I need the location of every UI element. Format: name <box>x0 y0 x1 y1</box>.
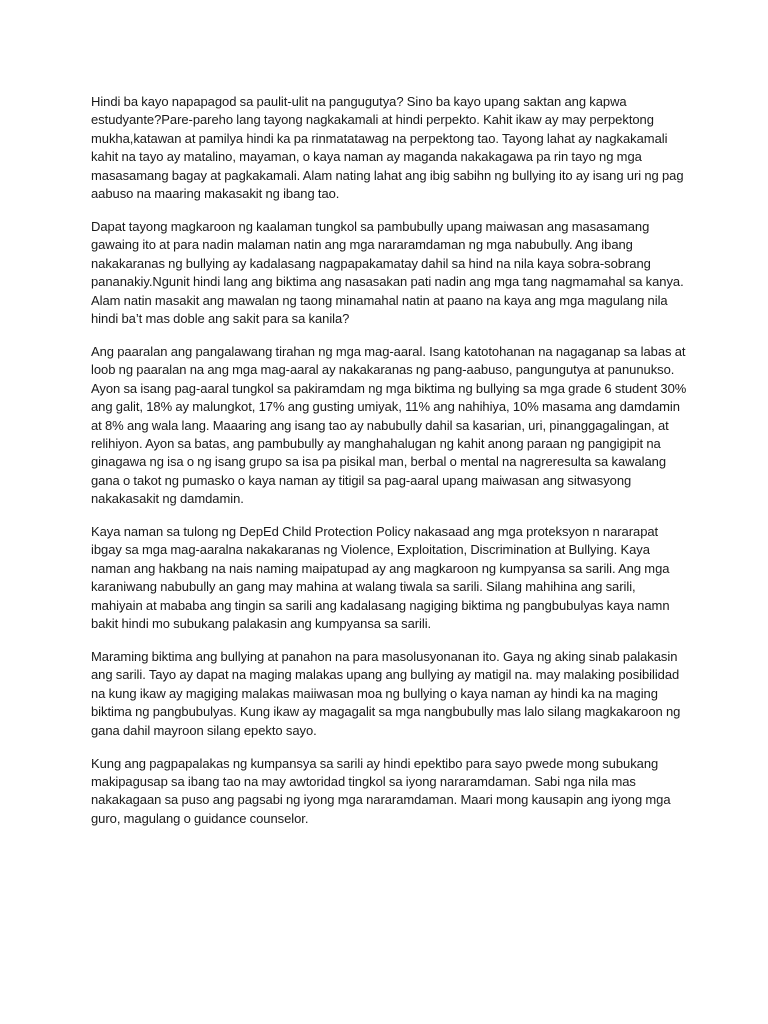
paragraph-2: Dapat tayong magkaroon ng kaalaman tungkol sa pambubully upang maiwasan ang masasamang gawaing ito at para nadin malaman natin ang mga nararamdaman ng mga nabubully. Ang ibang nakakaranas ng bullying ay kadalasang nagpapakamatay dahil sa hind na nila kaya sobra-sobrang pananakiy.Ngunit hindi lang ang biktima ang nasasakan pati nadin ang mga tang nagmamahal sa kanya. Alam natin masakit ang mawalan ng taong minamahal natin at paano na kaya ang mga magulang nila hindi ba’t mas doble ang sakit para sa kanila? <box>91 218 684 326</box>
paragraph-4: Kaya naman sa tulong ng DepEd Child Protection Policy nakasaad ang mga proteksyon n nararapat ibgay sa mga mag-aaralna nakakaranas ng Violence, Exploitation, Discrimination at Bullying. Kaya naman ang hakbang na nais naming maipatupad ay ang magkaroon ng kumpyansa sa sarili. Ang mga karaniwang nabubully an gang may mahina at walang tiwala sa sarili. Silang mahihina ang sarili, mahiyain at mababa ang tingin sa sarili ang kadalasang nagiging biktima ng pangbubulyas kaya namn bakit hindi mo subukang palakasin ang kumpyansa sa sarili. <box>91 524 670 632</box>
paragraph-1: Hindi ba kayo napapagod sa paulit-ulit na pangugutya? Sino ba kayo upang saktan ang kapwa estudyante?Pare-pareho lang tayong nagkakamali at hindi perpekto. Kahit ikaw ay may perpektong mukha,katawan at pamilya hindi ka pa rinmatatawag na perpektong tao. Tayong lahat ay nagkakamali kahit na tayo ay matalino, mayaman, o kaya naman ay maganda nakakagawa pa rin tayo ng mga masasamang bagay at pagkakamali. Alam nating lahat ang ibig sabihn ng bullying ito ay isang uri ng pag aabuso na maaring makasakit ng ibang tao. <box>91 94 684 202</box>
document-body <box>91 93 688 843</box>
paragraph-3: Ang paaralan ang pangalawang tirahan ng mga mag-aaral. Isang katotohanan na nagaganap sa labas at loob ng paaralan na ang mga mag-aaral ay nakakaranas ng pang-aabuso, pangungutya at panunukso. Ayon sa isang pag-aaral tungkol sa pakiramdam ng mga biktima ng bullying sa mga grade 6 student 30% ang galit, 18% ay malungkot, 17% ang gusting umiyak, 11% ang nahihiya, 10% masama ang damdamin at 8% ang wala lang. Maaaring ang isang tao ay nabubully dahil sa kasarian, uri, pinanggagalingan, at relihiyon. Ayon sa batas, ang pambubully ay manghahalugan ng kahit anong paraan ng pangigipit na ginagawa ng isa o ng isang grupo sa isa pa pisikal man, berbal o mental na nagreresulta sa kawalang gana o takot ng pumasko o kaya naman ay titigil sa pag-aaral upang maiwasan ang sitwasyong nakakasakit ng damdamin. <box>91 343 687 507</box>
paragraph-5: Maraming biktima ang bullying at panahon na para masolusyonanan ito. Gaya ng aking sinab palakasin ang sarili. Tayo ay dapat na maging malakas upang ang bullying ay matigil na. may malaking posibilidad na kung ikaw ay magiging malakas maiiwasan moa ng bullying o kaya naman ay hindi ka na maging biktima ng pangbubulyas. Kung ikaw ay magagalit sa mga nangbubully mas lalo silang magkakaroon ng gana dahil mayroon silang epekto sayo. <box>91 648 681 738</box>
paragraph-6: Kung ang pagpapalakas ng kumpansya sa sarili ay hindi epektibo para sayo pwede mong subukang makipagusap sa ibang tao na may awtoridad tingkol sa iyong nararamdaman. Sabi nga nila mas nakakagaan sa puso ang pagsabi ng iyong mga nararamdaman. Maari mong kausapin ang iyong mga guro, magulang o guidance counselor. <box>91 755 671 826</box>
